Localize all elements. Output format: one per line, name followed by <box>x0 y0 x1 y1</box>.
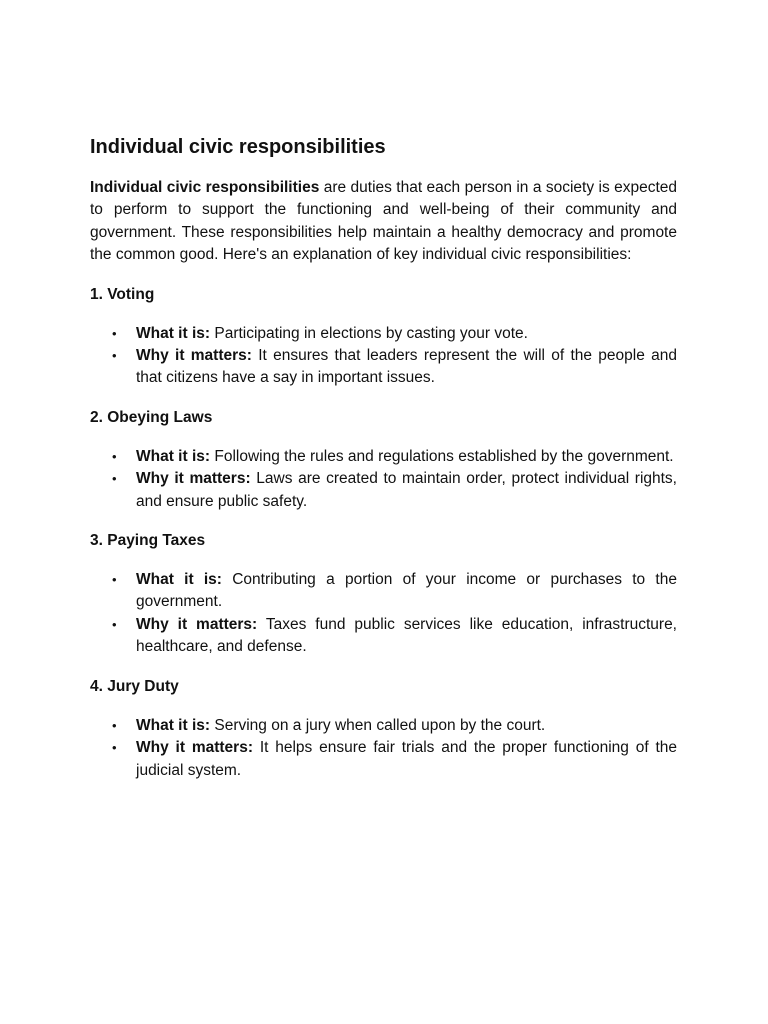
list-item <box>90 468 677 513</box>
item-label: Why it matters: <box>136 347 252 365</box>
item-label: What it is: <box>136 447 211 465</box>
list-item <box>90 446 677 468</box>
item-label: What it is: <box>136 571 222 589</box>
list-item <box>90 345 677 390</box>
bullet-list-paying-taxes <box>90 569 677 659</box>
item-label: Why it matters: <box>136 739 253 757</box>
bullet-icon: • <box>112 448 117 464</box>
item-label: Why it matters: <box>136 615 258 633</box>
section-heading-voting: 1. Voting <box>90 285 155 303</box>
list-item <box>90 569 677 614</box>
bullet-icon: • <box>112 325 117 341</box>
section-heading-obeying-laws: 2. Obeying Laws <box>90 408 213 426</box>
item-label: Why it matters: <box>136 470 251 488</box>
intro-text: are duties that each person in a society is expected to perform to support the functioning and well-being of their community and government. These responsibilities help maintain a healthy democracy and promote the common good. Here's an explanation of key individual civic responsibilities: <box>90 179 678 264</box>
document-title: Individual civic responsibilities <box>90 136 386 158</box>
bullet-list-jury-duty <box>90 715 677 782</box>
item-text: Participating in elections by casting your vote. <box>210 324 528 342</box>
list-item <box>90 323 677 345</box>
document-page <box>90 134 677 799</box>
list-item <box>90 614 677 659</box>
bullet-icon: • <box>112 572 117 588</box>
bullet-icon: • <box>112 616 117 632</box>
bullet-icon: • <box>112 740 117 756</box>
bullet-list-voting <box>90 323 677 390</box>
bullet-icon: • <box>112 717 117 733</box>
item-label: What it is: <box>136 716 211 734</box>
item-label: What it is: <box>136 324 211 342</box>
section-heading-jury-duty: 4. Jury Duty <box>90 677 179 695</box>
item-text: Taxes fund public services like education, infrastructure, healthcare, and defense. <box>136 615 677 656</box>
item-text: It ensures that leaders represent the will of the people and that citizens have a say in important issues. <box>136 347 678 387</box>
bullet-icon: • <box>112 471 117 487</box>
item-text: Laws are created to maintain order, protect individual rights, and ensure public safety. <box>136 470 677 510</box>
section-heading-paying-taxes: 3. Paying Taxes <box>90 532 206 550</box>
list-item <box>90 737 677 782</box>
bullet-list-obeying-laws <box>90 446 677 513</box>
item-text: It helps ensure fair trials and the proper functioning of the judicial system. <box>136 739 677 779</box>
item-text: Serving on a jury when called upon by the court. <box>210 716 546 734</box>
item-text: Following the rules and regulations established by the government. <box>210 447 674 465</box>
intro-bold-term: Individual civic responsibilities <box>90 179 320 196</box>
list-item <box>90 715 677 737</box>
intro-paragraph <box>90 177 677 267</box>
item-text: Contributing a portion of your income or purchases to the government. <box>136 571 677 611</box>
bullet-icon: • <box>112 348 117 364</box>
